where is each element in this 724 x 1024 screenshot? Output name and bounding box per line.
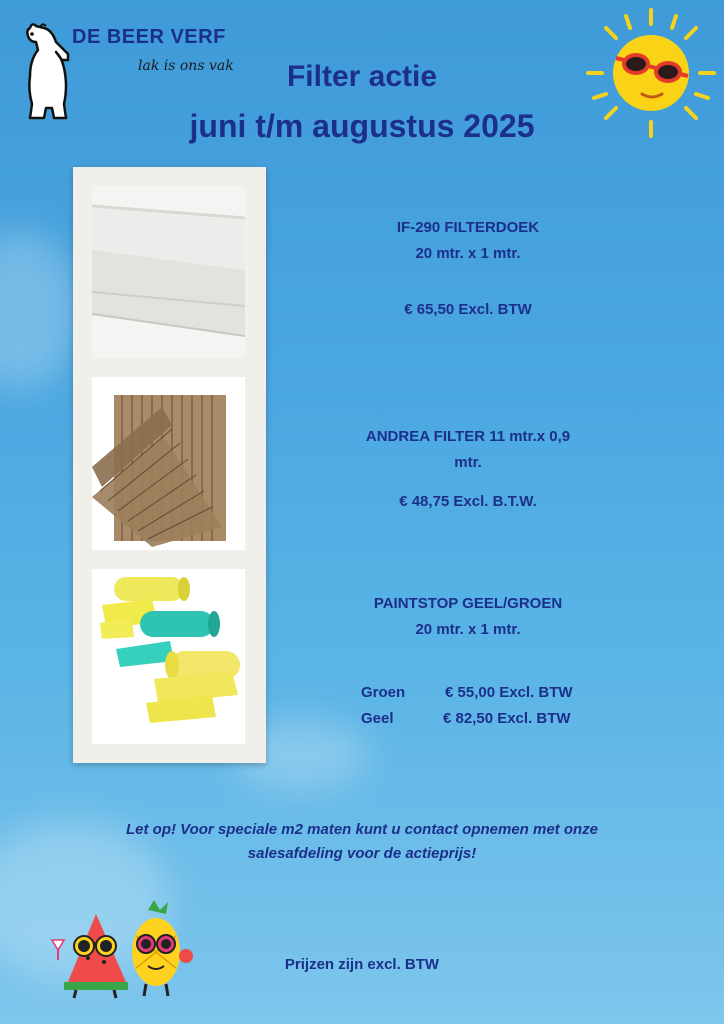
sun-with-sunglasses-icon <box>584 6 718 140</box>
watermelon-pineapple-icon <box>44 900 196 1000</box>
price-label-geel: Geel <box>361 710 394 727</box>
product-size: 20 mtr. x 1 mtr. <box>415 621 521 638</box>
product-name: IF-290 FILTERDOEK <box>396 219 540 236</box>
product-name: PAINTSTOP GEEL/GROEN <box>373 595 563 612</box>
product-size: 20 mtr. x 1 mtr. <box>415 245 521 262</box>
contact-note-line: Let op! Voor speciale m2 maten kunt u contact opnemen met onze <box>125 821 599 838</box>
yellow-green-filter-rolls-image <box>92 569 245 744</box>
contact-note <box>40 818 684 866</box>
page-subtitle: juni t/m augustus 2025 <box>189 108 535 144</box>
page-title: Filter actie <box>286 60 438 93</box>
brand-name: DE BEER VERF <box>72 26 226 48</box>
product-price: € 48,75 Excl. B.T.W. <box>399 493 537 510</box>
footer-text: Prijzen zijn excl. BTW <box>284 956 440 973</box>
brand-slogan: lak is ons vak <box>138 58 234 74</box>
cloud <box>0 230 80 390</box>
product-name: ANDREA FILTER 11 mtr.x 0,9 <box>365 428 571 445</box>
price-value-geel: € 82,50 Excl. BTW <box>443 710 571 727</box>
product-images-frame <box>73 167 266 763</box>
pleated-paper-filter-image <box>92 377 245 550</box>
product-price: € 65,50 Excl. BTW <box>404 301 532 318</box>
price-value-groen: € 55,00 Excl. BTW <box>445 684 573 701</box>
product-name-cont: mtr. <box>454 454 482 471</box>
price-label-groen: Groen <box>361 684 406 701</box>
contact-note-line: salesafdeling voor de actieprijs! <box>247 845 477 862</box>
white-filter-roll-image <box>92 186 245 358</box>
